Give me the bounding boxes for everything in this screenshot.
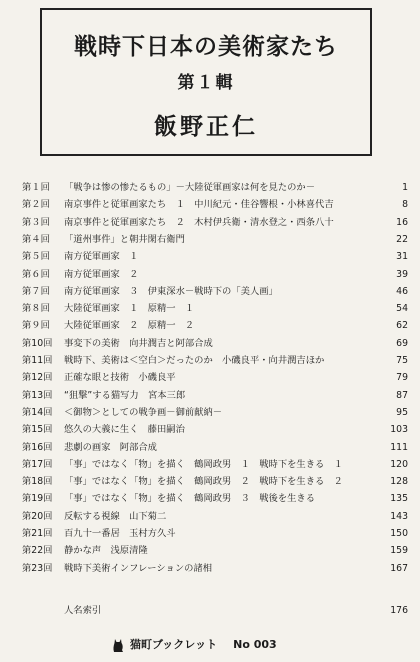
toc-page: 159: [390, 545, 408, 557]
toc-number: 第12回: [22, 372, 53, 384]
toc-row: [0, 405, 420, 421]
toc-page: 167: [390, 562, 408, 574]
toc-title: 反転する視線 山下菊二: [64, 510, 167, 522]
toc-title: 「事」ではなく「物」を描く 鶴岡政男 １ 戦時下を生きる １: [64, 458, 343, 470]
toc-number: 第13回: [22, 389, 53, 401]
toc-page: 120: [390, 458, 408, 470]
toc-row: [0, 180, 420, 196]
toc-title: ＜御物＞としての戦争画－御前献納－: [64, 406, 223, 418]
toc-row: [0, 301, 420, 317]
toc-page: 16: [396, 216, 408, 228]
toc-page: 46: [396, 285, 408, 297]
toc-title: 悲劇の画家 阿部合成: [64, 441, 157, 453]
toc-number: 第８回: [22, 303, 50, 315]
toc-row: [0, 353, 420, 369]
series-number: No 003: [233, 638, 277, 651]
toc-row: [0, 457, 420, 473]
toc-number: 第10回: [22, 337, 53, 349]
toc-page: 1: [402, 182, 408, 193]
index-page: 176: [390, 605, 408, 616]
toc-number: 第７回: [22, 285, 50, 297]
toc-row: [0, 388, 420, 404]
toc-page: 111: [390, 441, 408, 453]
toc-number: 第６回: [22, 268, 50, 280]
toc-row: [0, 267, 420, 283]
toc-number: 第20回: [22, 510, 53, 522]
toc-title: 静かな声 浅原清隆: [64, 545, 148, 557]
toc-page: 31: [396, 251, 408, 263]
toc-title: 南方従軍画家 ３ 伊東深水－戦時下の「美人画」: [64, 285, 278, 297]
toc-row: [0, 561, 420, 577]
toc-page: 8: [402, 199, 408, 211]
index-entry: [0, 603, 420, 619]
toc-row: [0, 197, 420, 213]
book-title: 戦時下日本の美術家たち: [74, 34, 338, 60]
toc-number: 第14回: [22, 406, 53, 418]
toc-title: 「道州事件」と朝井閑右衛門: [64, 233, 185, 245]
toc-title: 戦時下、美術は＜空白＞だったのか 小磯良平・向井潤吉ほか: [64, 355, 325, 366]
toc-title: 大陸従軍画家 １ 原精一 １: [64, 303, 195, 315]
toc-number: 第５回: [22, 251, 50, 263]
toc-row: [0, 232, 420, 248]
toc-title: 百九十一番居 玉村方久斗: [64, 528, 176, 539]
toc-number: 第23回: [22, 562, 53, 574]
toc-number: 第２回: [22, 199, 50, 211]
toc-title: 南京事件と従軍画家たち ２ 木村伊兵衛・清水登之・西条八十: [64, 216, 334, 228]
toc-page: 143: [390, 510, 408, 522]
toc-number: 第17回: [22, 458, 53, 470]
toc-title: 南方従軍画家 ２: [64, 268, 139, 280]
toc-page: 54: [396, 303, 408, 315]
cat-icon: [112, 637, 124, 653]
toc-page: 62: [396, 320, 408, 332]
toc-row: [0, 491, 420, 507]
toc-page: 103: [390, 424, 408, 436]
toc-page: 22: [396, 233, 408, 245]
toc-row: [0, 526, 420, 542]
toc-title: 「事」ではなく「物」を描く 鶴岡政男 ３ 戦後を生きる: [64, 493, 316, 505]
toc-number: 第９回: [22, 320, 50, 332]
series-name: 猫町ブックレット: [130, 638, 218, 651]
toc-title: 南方従軍画家 １: [64, 251, 139, 263]
toc-title: 戦時下美術インフレーションの諸相: [64, 562, 213, 574]
title-box: [40, 8, 372, 156]
toc-page: 135: [390, 493, 408, 505]
toc-page: 79: [396, 372, 408, 384]
volume-label: 第１輯: [177, 73, 235, 93]
toc-row: [0, 336, 420, 352]
toc-number: 第22回: [22, 545, 53, 557]
toc-page: 150: [390, 528, 408, 539]
toc-row: [0, 440, 420, 456]
toc-number: 第18回: [22, 476, 53, 488]
toc-page: 95: [396, 406, 408, 418]
toc-row: [0, 318, 420, 334]
toc-page: 87: [396, 389, 408, 401]
toc-row: [0, 509, 420, 525]
toc-row: [0, 370, 420, 386]
toc-page: 75: [396, 355, 408, 366]
toc-title: 「戦争は惨の惨たるもの」－大陸従軍画家は何を見たのか－: [64, 182, 316, 193]
toc-title: 事変下の美術 向井潤吉と阿部合成: [64, 337, 213, 349]
toc-title: 「事」ではなく「物」を描く 鶴岡政男 ２ 戦時下を生きる ２: [64, 476, 343, 488]
toc-title: 大陸従軍画家 ２ 原精一 ２: [64, 320, 195, 332]
toc-row: [0, 284, 420, 300]
toc-number: 第11回: [22, 355, 53, 366]
toc-title: 正確な眼と技術 小磯良平: [64, 372, 176, 384]
toc-number: 第１回: [22, 182, 50, 193]
toc-row: [0, 249, 420, 265]
toc-number: 第21回: [22, 528, 53, 539]
toc-page: 39: [396, 268, 408, 280]
toc-page: 69: [396, 337, 408, 349]
toc-number: 第15回: [22, 424, 53, 436]
toc-page: 128: [390, 476, 408, 488]
toc-row: [0, 215, 420, 231]
footer: [112, 636, 277, 654]
toc-row: [0, 422, 420, 438]
toc-row: [0, 474, 420, 490]
toc-title: 悠久の大義に生く 藤田嗣治: [64, 424, 185, 436]
index-label: 人名索引: [64, 605, 102, 616]
toc-number: 第４回: [22, 233, 50, 245]
toc-row: [0, 543, 420, 559]
toc-title: 南京事件と従軍画家たち １ 中川紀元・佳谷響根・小林喜代吉: [64, 199, 334, 211]
toc-number: 第３回: [22, 216, 50, 228]
author-name: 飯野正仁: [154, 113, 258, 140]
toc-number: 第19回: [22, 493, 53, 505]
toc-title: “狙撃”する猫写力 宮本三郎: [64, 389, 186, 401]
toc-number: 第16回: [22, 441, 53, 453]
